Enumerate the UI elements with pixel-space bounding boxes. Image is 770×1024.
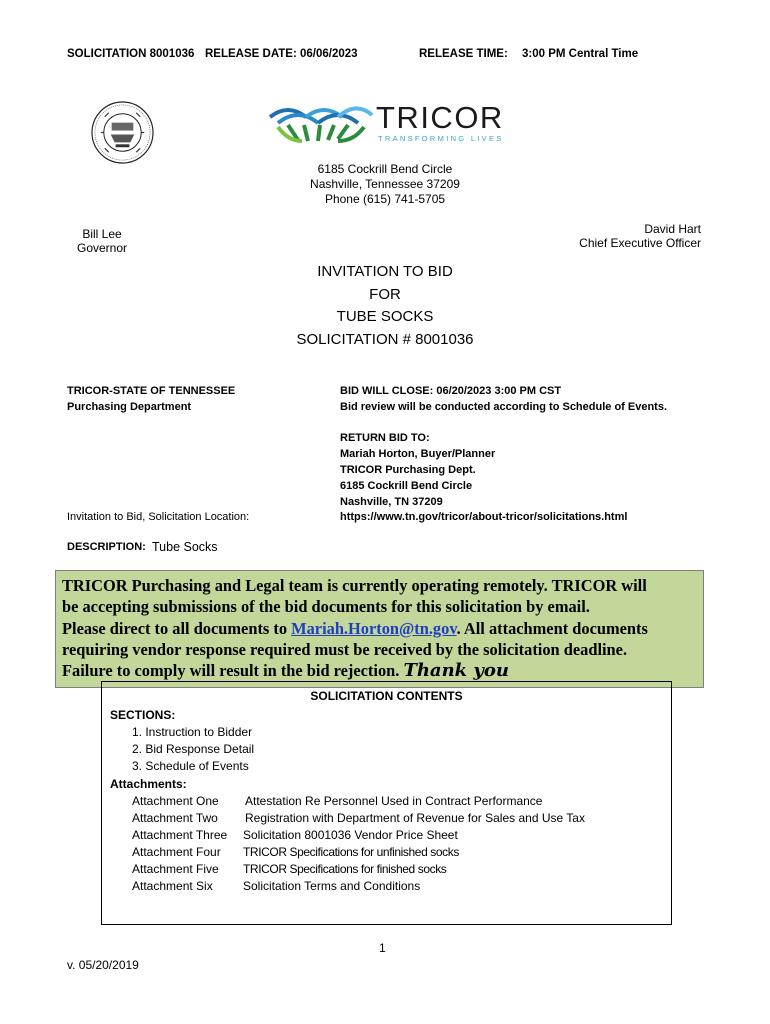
thank-you-signature: Thank you (403, 660, 509, 682)
return-city: Nashville, TN 37209 (340, 496, 443, 508)
address-phone: Phone (615) 741-5705 (324, 192, 446, 206)
attachment-desc: Solicitation 8001036 Vendor Price Sheet (243, 828, 458, 842)
notice-line-5 (62, 660, 703, 681)
governor-title: Governor (76, 241, 128, 255)
tricor-logo-text: TRICOR (376, 100, 504, 135)
tricor-mark-icon (270, 108, 372, 141)
attachment-name: Attachment One (132, 794, 219, 808)
notice-line-5-text: Failure to comply will result in the bid rejection. (62, 661, 404, 681)
version-label: v. 05/20/2019 (67, 958, 139, 972)
section-item: 1. Instruction to Bidder (132, 725, 253, 739)
solicitation-number: SOLICITATION 8001036 (67, 48, 195, 60)
governor-block (62, 227, 142, 255)
ceo-block (579, 222, 701, 250)
attachment-desc: Solicitation Terms and Conditions (243, 879, 421, 893)
return-street: 6185 Cockrill Bend Circle (340, 480, 473, 492)
attachment-desc: TRICOR Specifications for finished socks (243, 862, 447, 876)
attachment-desc: Attestation Re Personnel Used in Contract Performance (245, 794, 543, 808)
contents-title: SOLICITATION CONTENTS (310, 689, 463, 703)
attachment-desc: Registration with Department of Revenue for Sales and Use Tax (245, 811, 585, 825)
title-line-2: FOR (369, 286, 401, 303)
attachment-desc: TRICOR Specifications for unfinished socks (243, 845, 459, 859)
bid-close: BID WILL CLOSE: 06/20/2023 3:00 PM CST (340, 385, 562, 397)
return-name: Mariah Horton, Buyer/Planner (340, 448, 496, 460)
title-line-1: INVITATION TO BID (317, 263, 453, 280)
notice-line-4: requiring vendor response required must be received by the solicitation deadline. (62, 639, 628, 659)
org-name: TRICOR-STATE OF TENNESSEE (67, 385, 236, 397)
notice-line-3 (62, 618, 703, 639)
tricor-tagline: TRANSFORMING LIVES (378, 134, 504, 143)
return-label: RETURN BID TO: (340, 432, 430, 444)
notice-line-3-pre: Please direct to all documents to (62, 618, 292, 638)
description-label: DESCRIPTION: (67, 541, 146, 553)
attachment-name: Attachment Two (132, 811, 218, 825)
title-line-3: TUBE SOCKS (336, 308, 434, 325)
description-value: Tube Socks (152, 540, 218, 554)
ceo-title: Chief Executive Officer (579, 236, 701, 250)
page-number: 1 (379, 941, 386, 955)
release-time-value: 3:00 PM Central Time (522, 48, 639, 60)
notice-line-3-post: . All attachment documents (456, 618, 648, 638)
ceo-name: David Hart (644, 222, 701, 236)
notice-line-2: be accepting submissions of the bid documents for this solicitation by email. (62, 597, 590, 617)
notice-line-1: TRICOR Purchasing and Legal team is currently operating remotely. TRICOR will (62, 576, 647, 595)
release-time-label: RELEASE TIME: (419, 48, 508, 60)
attachment-name: Attachment Five (132, 862, 219, 876)
dept-name: Purchasing Department (67, 401, 192, 413)
governor-name: Bill Lee (82, 227, 122, 241)
section-item: 2. Bid Response Detail (132, 742, 255, 756)
address-street: 6185 Cockrill Bend Circle (317, 162, 453, 176)
sections-label: SECTIONS: (110, 708, 176, 722)
solicitation-contents (101, 681, 672, 925)
section-item: 3. Schedule of Events (132, 759, 249, 773)
location-label: Invitation to Bid, Solicitation Location: (67, 511, 250, 523)
email-link[interactable]: Mariah.Horton@tn.gov (291, 618, 457, 638)
return-org: TRICOR Purchasing Dept. (340, 464, 476, 476)
tennessee-seal-icon (91, 101, 154, 164)
attachment-name: Attachment Three (132, 828, 228, 842)
release-date: RELEASE DATE: 06/06/2023 (205, 48, 358, 60)
attachment-name: Attachment Four (132, 845, 221, 859)
attachment-name: Attachment Six (132, 879, 213, 893)
tricor-logo (268, 95, 508, 145)
attachments-label: Attachments: (110, 777, 187, 791)
remote-notice (55, 570, 704, 688)
solicitations-url[interactable]: https://www.tn.gov/tricor/about-tricor/solicitations.html (340, 511, 628, 523)
title-line-4: SOLICITATION # 8001036 (296, 331, 474, 348)
address-city: Nashville, Tennessee 37209 (310, 177, 460, 191)
bid-review: Bid review will be conducted according to Schedule of Events. (340, 401, 668, 413)
